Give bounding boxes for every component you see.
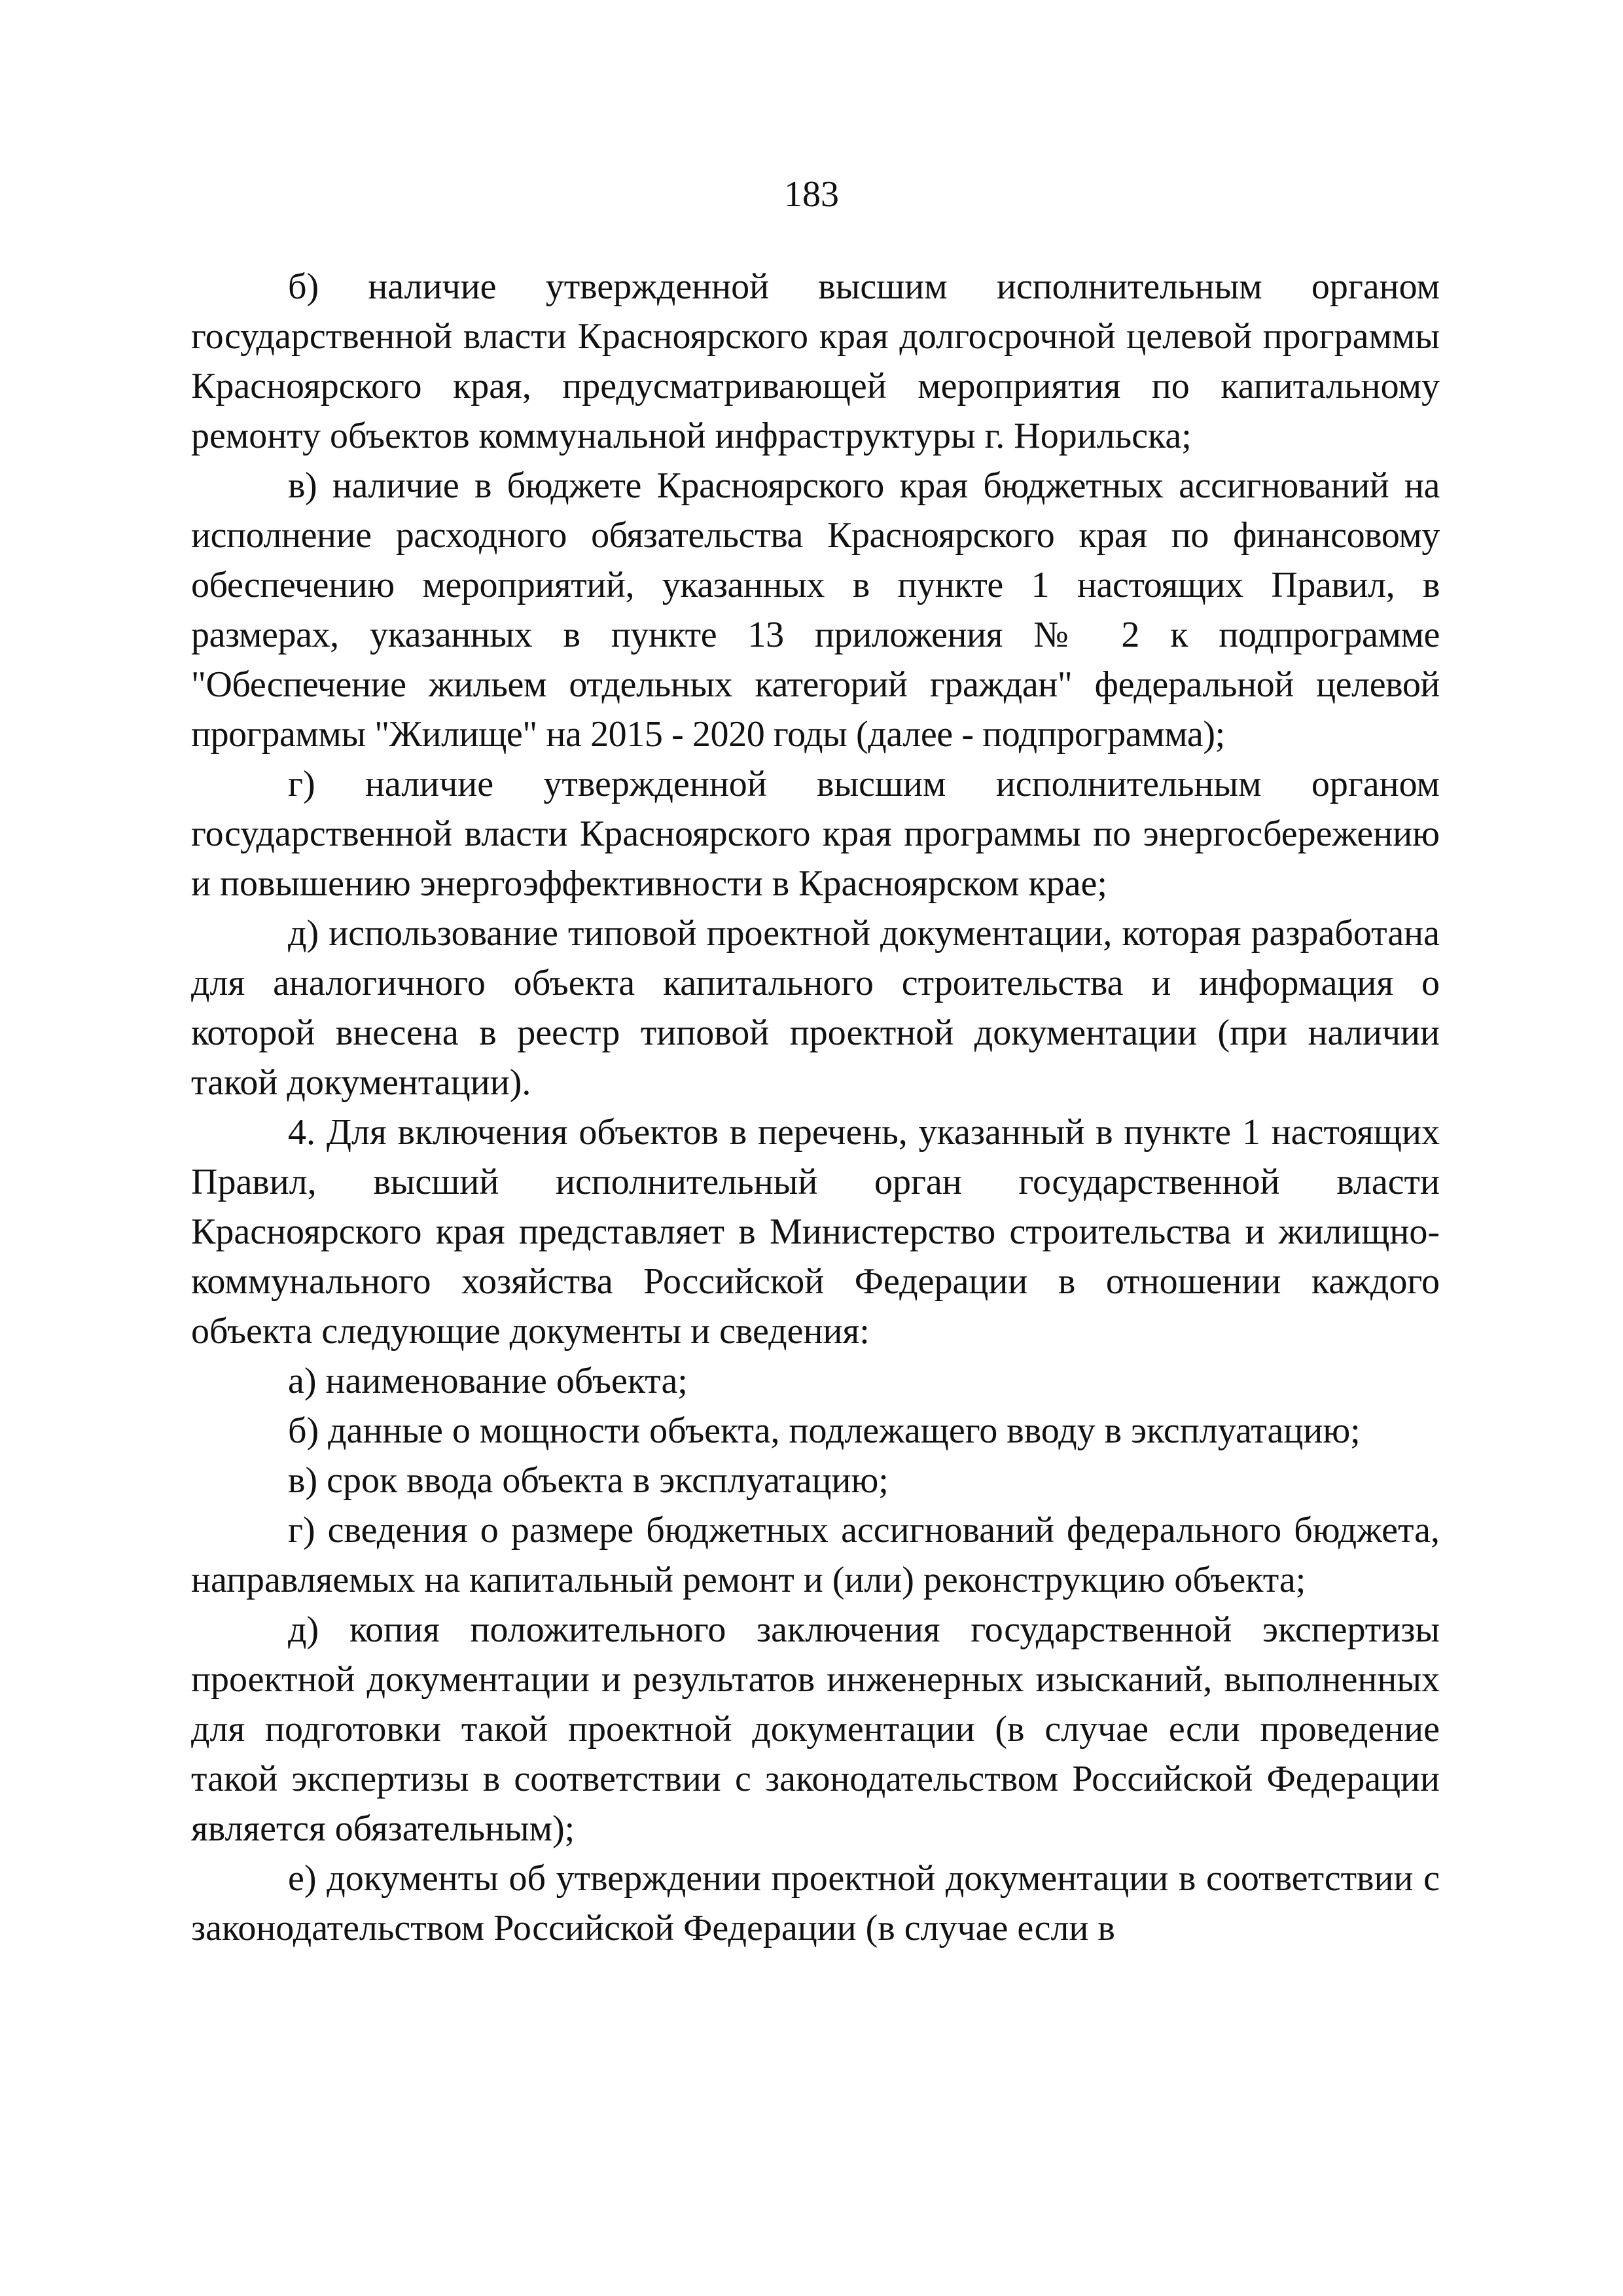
paragraph-d-expertise: д) копия положительного заключения государственной экспертизы проектной документации и результатов инженерных изысканий, выполненных для подготовки такой проектной документации (в случае если проведение такой экспертизы в соответствии с законодательством Российской Федерации является обязательным); — [191, 1609, 1440, 1849]
page-number: 183 — [784, 174, 839, 215]
paragraph-e-approval: е) документы об утверждении проектной документации в соответствии с законодательством Российской Федерации (в случае если в — [191, 1858, 1440, 1948]
paragraph-a-name: а) наименование объекта; — [288, 1361, 688, 1401]
paragraph-v-budget: в) наличие в бюджете Красноярского края бюджетных ассигнований на исполнение расходного обязательства Красноярского края по финансовому обеспечению мероприятий, указанных в пункте 1 настоящих Правил, в размерах, указанных в пункте 13 приложения № 2 к подпрограмме "Обеспечение жильем отдельных категорий граждан" федеральной целевой программы "Жилище" на 2015 - 2020 годы (далее - подпрограмма); — [191, 465, 1440, 755]
paragraph-b-program: б) наличие утвержденной высшим исполнительным органом государственной власти Красноярского края долгосрочной целевой программы Красноярского края, предусматривающей мероприятия по капитальному ремонту объектов коммунальной инфраструктуры г. Норильска; — [191, 266, 1440, 456]
paragraph-v-deadline: в) срок ввода объекта в эксплуатацию; — [288, 1460, 889, 1501]
paragraph-b-capacity: б) данные о мощности объекта, подлежащего вводу в эксплуатацию; — [288, 1410, 1361, 1451]
document-body — [191, 262, 1440, 1953]
paragraph-d-typical-docs: д) использование типовой проектной документации, которая разработана для аналогичного объекта капитального строительства и информация о которой внесена в реестр типовой проектной документации (при наличии такой документации). — [191, 913, 1440, 1103]
paragraph-g-funding: г) сведения о размере бюджетных ассигнований федерального бюджета, направляемых на капитальный ремонт и (или) реконструкцию объекта; — [191, 1510, 1440, 1600]
paragraph-g-energy: г) наличие утвержденной высшим исполнительным органом государственной власти Красноярского края программы по энергосбережению и повышению энергоэффективности в Красноярском крае; — [191, 764, 1440, 904]
paragraph-4-inclusion: 4. Для включения объектов в перечень, указанный в пункте 1 настоящих Правил, высший исполнительный орган государственной власти Красноярского края представляет в Министерство строительства и жилищно-коммунального хозяйства Российской Федерации в отношении каждого объекта следующие документы и сведения: — [191, 1112, 1440, 1352]
